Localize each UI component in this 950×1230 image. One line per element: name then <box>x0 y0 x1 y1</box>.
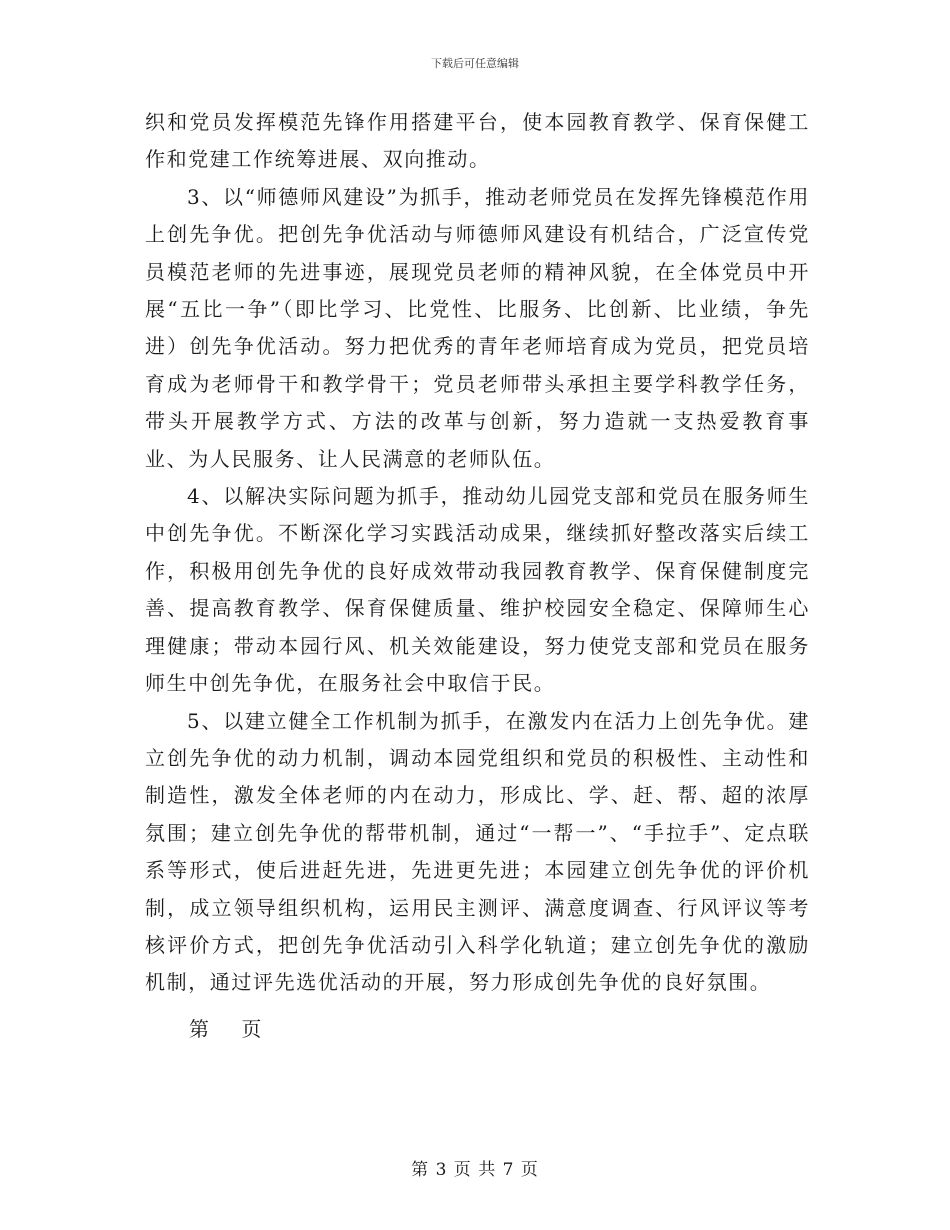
paragraph-item-4: 4、以解决实际问题为抓手，推动幼儿园党支部和党员在服务师生中创先争优。不断深化学习实践活动成果，继续抓好整改落实后续工作，积极用创先争优的良好成效带动我园教育教学、保育保健制度完善、提高教育教学、保育保健质量、维护校园安全稳定、保障师生心理健康；带动本园行风、机关效能建设，努力使党支部和党员在服务师生中创先争优，在服务社会中取信于民。 <box>145 484 810 696</box>
page-label <box>189 1013 286 1042</box>
paragraph-item-5: 5、以建立健全工作机制为抓手，在激发内在活力上创先争优。建立创先争优的动力机制，调动本园党组织和党员的积极性、主动性和制造性，激发全体老师的内在动力，形成比、学、赶、帮、超的浓厚氛围；建立创先争优的帮带机制，通过“一帮一”、“手拉手”、定点联系等形式，使后进赶先进，先进更先进；本园建立创先争优的评价机制，成立领导组织机构，运用民主测评、满意度调查、行风评议等考核评价方式，把创先争优活动引入科学化轨道；建立创先争优的激励机制，通过评先选优活动的开展，努力形成创先争优的良好氛围。 <box>145 708 810 995</box>
document-body <box>145 104 810 1002</box>
paragraph-continuation: 织和党员发挥模范先锋作用搭建平台，使本园教育教学、保育保健工作和党建工作统筹进展、双向推动。 <box>145 110 810 172</box>
page-label-left: 第 <box>189 1017 210 1041</box>
page-label-right: 页 <box>241 1017 263 1041</box>
header-note: 下载后可任意编辑 <box>431 57 519 70</box>
paragraph-item-3: 3、以“师德师风建设”为抓手，推动老师党员在发挥先锋模范作用上创先争优。把创先争优活动与师德师风建设有机结合，广泛宣传党员模范老师的先进事迹，展现党员老师的精神风貌，在全体党员中开展“五比一争”（即比学习、比党性、比服务、比创新、比业绩，争先进）创先争优活动。努力把优秀的青年老师培育成为党员，把党员培育成为老师骨干和教学骨干；党员老师带头承担主要学科教学任务，带头开展教学方式、方法的改革与创新，努力造就一支热爱教育事业、为人民服务、让人民满意的老师队伍。 <box>145 184 810 471</box>
page-footer: 第 3 页 共 7 页 <box>411 1160 539 1180</box>
